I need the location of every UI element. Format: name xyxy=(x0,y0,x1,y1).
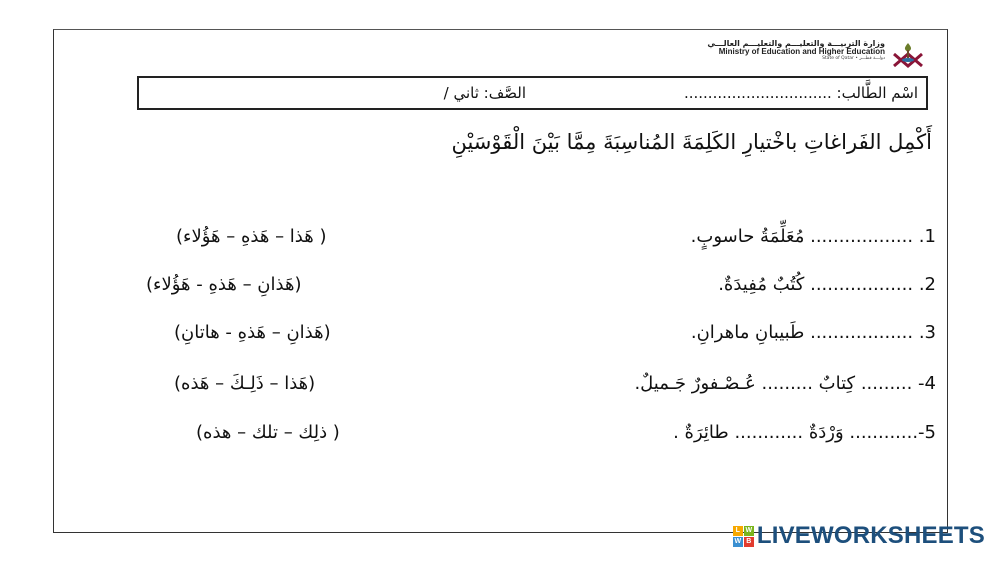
question-sentence[interactable]: 4- ......... كِتابٌ ......... عُـصْـفورٌ جَـميلٌ. xyxy=(634,373,936,394)
question-3 xyxy=(174,322,936,348)
question-sentence[interactable]: 5-............ وَرْدَةٌ ............ طائِرَةٌ . xyxy=(673,422,936,443)
student-name-label: اسْم الطَّالب: ............................... xyxy=(683,84,918,102)
ministry-name-arabic: وزارة التربيـــة والتعليـــم والتعليـــم العالـــي xyxy=(707,39,885,48)
instruction-text: أَكْمِل الفَراغاتِ باخْتيارِ الكَلِمَةَ المُناسِبَةَ مِمَّا بَيْنَ الْقَوْسَيْنِ xyxy=(451,130,932,154)
brand-name: LIVEWORKSHEETS xyxy=(756,522,985,549)
question-4 xyxy=(174,373,936,399)
question-options: (هَذانِ – هَذهِ - هَؤُلاء) xyxy=(146,274,302,295)
question-5 xyxy=(196,422,936,448)
question-2 xyxy=(146,274,936,300)
question-options: (هَذا – ذَلِـكَ – هَذه) xyxy=(174,373,316,394)
question-sentence[interactable]: 1. .................. مُعَلِّمَةُ حاسوبٍ. xyxy=(690,226,936,247)
grade-label: الصَّف: ثاني / xyxy=(443,84,526,102)
liveworksheets-logo-icon xyxy=(733,526,754,547)
liveworksheets-brand[interactable] xyxy=(733,522,985,550)
ministry-name-english: Ministry of Education and Higher Education xyxy=(718,47,885,57)
logo-tile: W xyxy=(734,537,742,545)
state-name: State of Qatar • دولـــة قطـــر xyxy=(822,55,885,61)
question-sentence[interactable]: 2. .................. كُتُبٌ مُفِيدَةٌ. xyxy=(718,274,936,295)
question-options: ( ذلِك – تلك – هذه) xyxy=(196,422,340,443)
question-options: ( هَذا – هَذهِ – هَؤُلاء) xyxy=(176,226,327,247)
qatar-emblem-icon xyxy=(891,40,925,70)
question-options: (هَذانِ – هَذهِ - هاتانِ) xyxy=(174,322,331,343)
question-sentence[interactable]: 3. .................. طَبيبانِ ماهرانِ. xyxy=(690,322,936,343)
worksheet-page xyxy=(53,29,948,533)
logo-tile: L xyxy=(733,526,743,536)
logo-tile: B xyxy=(744,537,754,547)
ministry-header xyxy=(707,40,925,74)
logo-tile: W xyxy=(745,526,753,534)
student-info-box xyxy=(137,76,928,110)
ministry-name xyxy=(707,40,885,62)
question-1 xyxy=(176,226,936,252)
